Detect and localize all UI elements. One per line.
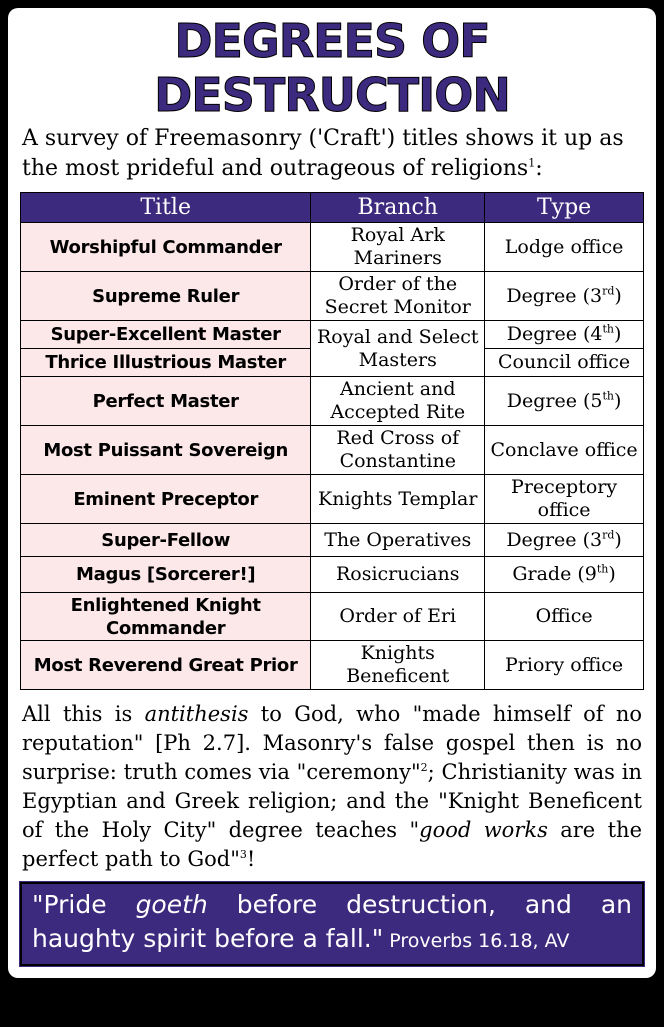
intro-paragraph bbox=[20, 124, 644, 184]
row-title: Magus [Sorcerer!] bbox=[21, 557, 311, 593]
row-branch: Order of Eri bbox=[311, 593, 485, 641]
body-text-4: are the perfect path to God" bbox=[22, 818, 643, 871]
table-row bbox=[21, 593, 644, 641]
row-title: Thrice Illustrious Master bbox=[21, 349, 311, 377]
footnote-author: Keith B Jackson, bbox=[29, 985, 176, 1005]
footnote-mark-2: 2 bbox=[420, 761, 428, 774]
header-branch: Branch bbox=[311, 193, 485, 223]
row-title: Worshipful Commander bbox=[21, 223, 311, 272]
row-type bbox=[485, 557, 644, 593]
body-text-5: ! bbox=[246, 847, 256, 871]
table-row bbox=[21, 641, 644, 690]
row-branch: Knights Beneficent bbox=[311, 641, 485, 690]
row-type: Lodge office bbox=[485, 223, 644, 272]
table-row bbox=[21, 321, 644, 349]
poster-card bbox=[8, 8, 656, 1026]
table-row bbox=[21, 475, 644, 524]
row-branch: Rosicrucians bbox=[311, 557, 485, 593]
type-text: Degree (3 bbox=[506, 284, 603, 307]
body-text-1: All this is bbox=[22, 702, 145, 726]
ordinal-suffix: th bbox=[596, 562, 609, 576]
row-branch: Order of the Secret Monitor bbox=[311, 272, 485, 321]
row-type: Conclave office bbox=[485, 426, 644, 475]
type-close: ) bbox=[614, 528, 622, 551]
table-row bbox=[21, 524, 644, 557]
footnote-divider bbox=[20, 980, 200, 981]
row-branch: Red Cross of Constantine bbox=[311, 426, 485, 475]
row-type: Preceptory office bbox=[485, 475, 644, 524]
intro-tail: : bbox=[535, 156, 543, 181]
row-type: Office bbox=[485, 593, 644, 641]
body-emphasis-good-works: good works bbox=[419, 818, 548, 842]
table-row bbox=[21, 272, 644, 321]
quote-reference: Proverbs 16.18, AV bbox=[383, 930, 570, 952]
ordinal-suffix: th bbox=[602, 389, 615, 403]
footnote-book-title: Beyond the Craft bbox=[175, 985, 323, 1005]
ordinal-suffix: rd bbox=[602, 528, 615, 542]
ordinal-suffix: rd bbox=[602, 284, 615, 298]
row-title: Supreme Ruler bbox=[21, 272, 311, 321]
body-text-3: ; Christianity was in Egyptian and Greek religion; and the "Knight Beneficent of the Holy City" degree teaches " bbox=[22, 760, 642, 842]
body-paragraph bbox=[20, 700, 644, 874]
footnote-publisher: , Lewis Masonic, London, UK, 1980 (1991 edn.) bbox=[22, 985, 629, 1026]
row-title: Perfect Master bbox=[21, 377, 311, 426]
row-branch: Knights Templar bbox=[311, 475, 485, 524]
row-type bbox=[485, 272, 644, 321]
footnote-ref-3: ___, pp. 90 bbox=[292, 1006, 383, 1026]
row-type: Priory office bbox=[485, 641, 644, 690]
footnote-mark-1: 1 bbox=[528, 156, 536, 170]
row-title: Most Reverend Great Prior bbox=[21, 641, 311, 690]
row-branch: Ancient and Accepted Rite bbox=[311, 377, 485, 426]
header-type: Type bbox=[485, 193, 644, 223]
row-type bbox=[485, 524, 644, 557]
headline: DEGREES OF DESTRUCTION bbox=[154, 14, 510, 122]
quote-text-1: "Pride bbox=[32, 890, 136, 919]
type-close: ) bbox=[614, 323, 622, 345]
type-text: Degree (3 bbox=[506, 528, 603, 551]
footnote-mark-3: 3 bbox=[239, 848, 247, 861]
titles-table bbox=[20, 192, 644, 690]
ordinal-suffix: th bbox=[602, 322, 615, 336]
type-close: ) bbox=[614, 389, 622, 412]
type-close: ) bbox=[608, 563, 616, 585]
type-text: Degree (4 bbox=[506, 323, 603, 345]
row-title: Super-Excellent Master bbox=[21, 321, 311, 349]
table-row bbox=[21, 426, 644, 475]
quote-text-2: before destruction, and an haughty spirit before a fall." bbox=[32, 890, 632, 953]
row-branch: Royal Ark Mariners bbox=[311, 223, 485, 272]
type-close: ) bbox=[614, 284, 622, 307]
header-title: Title bbox=[21, 193, 311, 223]
table-row bbox=[21, 377, 644, 426]
row-title: Enlightened Knight Commander bbox=[21, 593, 311, 641]
row-branch: The Operatives bbox=[311, 524, 485, 557]
type-text: Degree (5 bbox=[506, 389, 603, 412]
row-branch: Royal and Select Masters bbox=[311, 321, 485, 377]
footnote-ref-2: ___, p. 6 bbox=[172, 1006, 242, 1026]
table-row bbox=[21, 557, 644, 593]
table-header-row bbox=[21, 193, 644, 223]
footnote-mark-3: 3 bbox=[285, 1004, 293, 1018]
row-type: Council office bbox=[485, 349, 644, 377]
row-type bbox=[485, 377, 644, 426]
scripture-quote bbox=[20, 882, 644, 966]
quote-emphasis: goeth bbox=[135, 890, 208, 919]
row-type bbox=[485, 321, 644, 349]
footnote-mark-1: 1 bbox=[22, 983, 29, 997]
table-row bbox=[21, 223, 644, 272]
type-text: Grade (9 bbox=[512, 563, 597, 585]
row-title: Eminent Preceptor bbox=[21, 475, 311, 524]
body-emphasis-antithesis: antithesis bbox=[144, 702, 249, 726]
footnotes bbox=[20, 985, 644, 1027]
row-title: Most Puissant Sovereign bbox=[21, 426, 311, 475]
body-text-2: to God, who "made himself of no reputation" [Ph 2.7]. Masonry's false gospel then is no surprise: truth comes via "ceremony" bbox=[22, 702, 642, 784]
footnote-mark-2: 2 bbox=[165, 1004, 173, 1018]
row-title: Super-Fellow bbox=[21, 524, 311, 557]
intro-text: A survey of Freemasonry ('Craft') titles shows it up as the most prideful and outrageous of religions bbox=[22, 126, 624, 181]
